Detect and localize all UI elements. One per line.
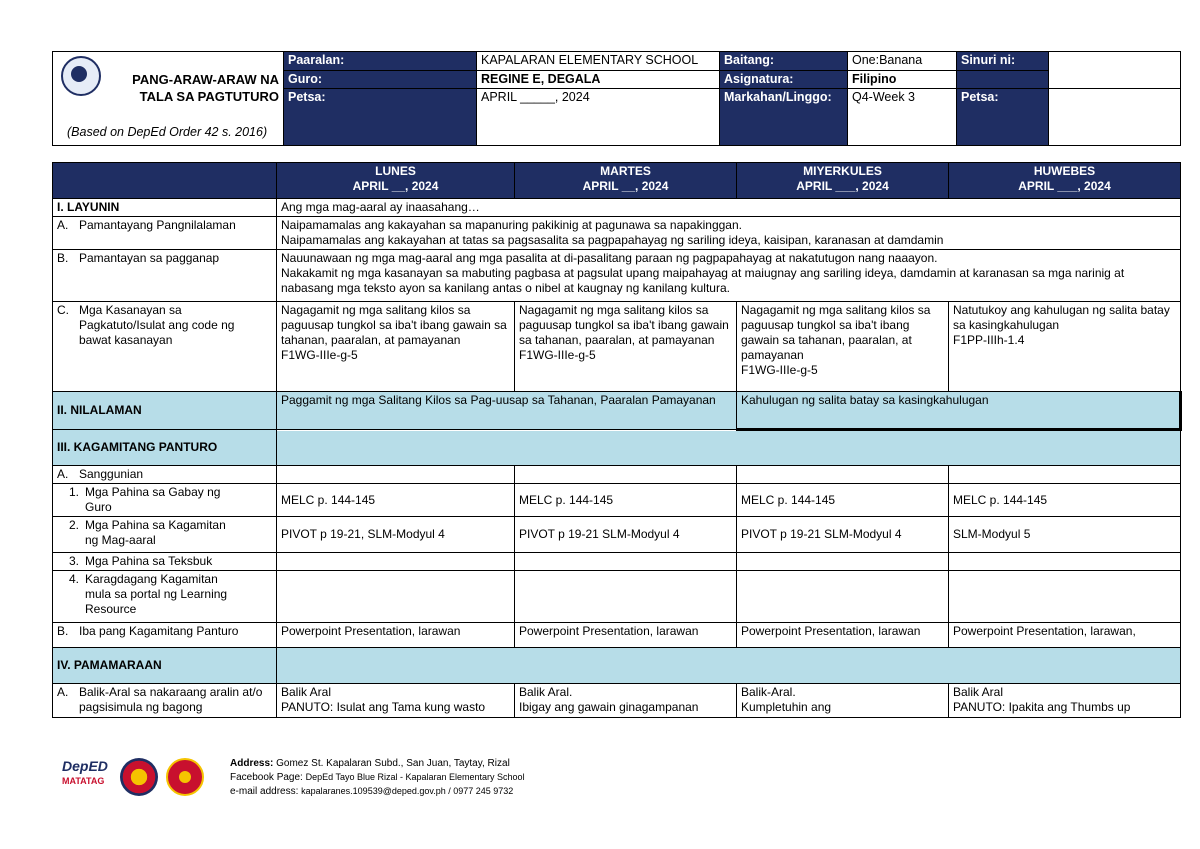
value-petsa2 <box>1049 89 1181 146</box>
header-title-line2: TALA SA PAGTUTURO <box>139 89 279 104</box>
corner-cell <box>53 163 277 199</box>
sanggunian-3-lunes <box>277 553 515 571</box>
sanggunian-2-miyerkules: PIVOT p 19-21 SLM-Modyul 4 <box>737 517 949 553</box>
layunin-c-miyerkules: Nagagamit ng mga salitang kilos sa paguusap tungkol sa iba't ibang gawain sa tahanan, paaralan, at pamayanan F1WG-IIIe-g-5 <box>737 302 949 392</box>
item-text: Pamantayang Pangnilalaman <box>79 218 236 232</box>
footer-facebook-line <box>230 772 525 783</box>
pamamaraan-a-lunes: Balik Aral PANUTO: Isulat ang Tama kung wasto <box>277 684 515 718</box>
footer-address-line <box>230 758 510 769</box>
sanggunian-2-lunes: PIVOT p 19-21, SLM-Modyul 4 <box>277 517 515 553</box>
day-header-lunes <box>277 163 515 199</box>
pamamaraan-a-label-cell <box>53 684 277 718</box>
label-petsa: Petsa: <box>284 89 477 146</box>
day-header-martes <box>515 163 737 199</box>
item-text: Mga Kasanayan sa Pagkatuto/Isulat ang code ng bawat kasanayan <box>79 303 235 347</box>
item-text: Iba pang Kagamitang Panturo <box>79 624 239 638</box>
layunin-c-lunes: Nagagamit ng mga salitang kilos sa paguusap tungkol sa iba't ibang gawain sa tahanan, paaralan, at pamayanan F1WG-IIIe-g-5 <box>277 302 515 392</box>
kagamitan-spacer <box>277 430 1181 466</box>
layunin-intro: Ang mga mag-aaral ay inaasahang… <box>277 199 1181 217</box>
item-letter: A. <box>57 218 69 232</box>
sanggunian-2-huwebes: SLM-Modyul 5 <box>949 517 1181 553</box>
sanggunian-2-martes: PIVOT p 19-21 SLM-Modyul 4 <box>515 517 737 553</box>
item-text: Karagdagang Kagamitan mula sa portal ng Learning Resource <box>85 572 228 616</box>
item-letter: B. <box>57 624 69 638</box>
sanggunian-4-miyerkules <box>737 571 949 623</box>
email-label: e-mail address: <box>230 786 299 797</box>
footer-email-line <box>230 786 513 797</box>
day-name: MARTES <box>600 164 651 178</box>
value-asignatura: Filipino <box>848 71 957 89</box>
section-title-text: IV. PAMAMARAAN <box>57 658 162 672</box>
label-paaralan: Paaralan: <box>284 52 477 71</box>
kagamitan-a-label-cell <box>53 466 277 484</box>
item-text: Mga Pahina sa Kagamitan ng Mag-aaral <box>85 518 226 547</box>
sanggunian-4-huwebes <box>949 571 1181 623</box>
header-based-on: (Based on DepEd Order 42 s. 2016) <box>67 125 268 139</box>
sinuri-spacer <box>957 71 1049 89</box>
sanggunian-item-4 <box>53 571 277 623</box>
deped-logo-text: DepED <box>62 758 108 774</box>
layunin-b-label-cell <box>53 250 277 302</box>
day-date: APRIL __, 2024 <box>582 179 669 193</box>
item-number: 3. <box>68 554 79 568</box>
label-markahan: Markahan/Linggo: <box>720 89 848 146</box>
header-title-line1: PANG-ARAW-ARAW NA <box>132 72 279 87</box>
section-title-text: II. NILALAMAN <box>57 403 142 417</box>
sanggunian-3-martes <box>515 553 737 571</box>
kagamitan-b-lunes: Powerpoint Presentation, larawan <box>277 623 515 648</box>
kagamitan-b-martes: Powerpoint Presentation, larawan <box>515 623 737 648</box>
item-letter: A. <box>57 467 69 481</box>
pamamaraan-a-martes: Balik Aral. Ibigay ang gawain ginagampanan <box>515 684 737 718</box>
layunin-b-content: Nauunawaan ng mga mag-aaral ang mga pasalita at di-pasalitang paraan ng pagpapahayag at nakatutugon nang naaayon. Nakakamit ng mga kasanayan sa mabuting pagbasa at pagsulat upang maipahayag at maiugnay ang sariling ideya, damdamin at karanasan sa mga narinig at nabasang mga teksto ayon sa kanilang antas o nibel at kaugnay ng kanilang kultura. <box>277 250 1181 302</box>
deped-seal-icon <box>61 56 101 96</box>
day-name: MIYERKULES <box>803 164 882 178</box>
sanggunian-3-huwebes <box>949 553 1181 571</box>
value-baitang: One:Banana <box>848 52 957 71</box>
item-text: Sanggunian <box>79 467 144 481</box>
value-guro: REGINE E, DEGALA <box>477 71 720 89</box>
day-header-huwebes <box>949 163 1181 199</box>
empty-cell <box>277 466 515 484</box>
section-kagamitan-title <box>53 430 277 466</box>
day-name: HUWEBES <box>1033 164 1096 178</box>
section-nilalaman-title <box>53 392 277 430</box>
label-guro: Guro: <box>284 71 477 89</box>
item-text: Balik-Aral sa nakaraang aralin at/o pagsisimula ng bagong <box>79 685 263 714</box>
sanggunian-1-martes: MELC p. 144-145 <box>515 484 737 517</box>
address-value: Gomez St. Kapalaran Subd., San Juan, Taytay, Rizal <box>276 758 510 769</box>
layunin-c-huwebes: Natutukoy ang kahulugan ng salita batay sa kasingkahulugan F1PP-IIIh-1.4 <box>949 302 1181 392</box>
layunin-a-content: Naipamamalas ang kakayahan sa mapanuring pakikinig at pagunawa sa napakinggan. Naipamamalas ang kakayahan at tatas sa pagsasalita sa pagpapahayag ng sariling ideya, kaisipan, karanasan at damdamin <box>277 217 1181 250</box>
pamamaraan-spacer <box>277 648 1181 684</box>
empty-cell <box>949 466 1181 484</box>
label-asignatura: Asignatura: <box>720 71 848 89</box>
label-baitang: Baitang: <box>720 52 848 71</box>
layunin-a-label-cell <box>53 217 277 250</box>
bagong-pilipinas-logo-icon <box>120 758 158 796</box>
label-sinuri: Sinuri ni: <box>957 52 1049 71</box>
value-paaralan: KAPALARAN ELEMENTARY SCHOOL <box>477 52 720 71</box>
day-header-miyerkules <box>737 163 949 199</box>
item-letter: B. <box>57 251 69 265</box>
section-title-text: III. KAGAMITANG PANTURO <box>57 440 218 454</box>
empty-cell <box>515 466 737 484</box>
item-text: Pamantayan sa pagganap <box>79 251 220 265</box>
layunin-c-martes: Nagagamit ng mga salitang kilos sa paguusap tungkol sa iba't ibang gawain sa tahanan, paaralan, at pamayanan F1WG-IIIe-g-5 <box>515 302 737 392</box>
day-date: APRIL ___, 2024 <box>796 179 889 193</box>
item-letter: A. <box>57 685 69 699</box>
facebook-value: DepEd Tayo Blue Rizal - Kapalaran Elementary School <box>305 772 525 782</box>
sanggunian-1-miyerkules: MELC p. 144-145 <box>737 484 949 517</box>
day-date: APRIL __, 2024 <box>352 179 439 193</box>
item-letter: C. <box>57 303 69 317</box>
value-petsa: APRIL _____, 2024 <box>477 89 720 146</box>
sanggunian-1-lunes: MELC p. 144-145 <box>277 484 515 517</box>
item-number: 2. <box>68 518 79 532</box>
item-text: Mga Pahina sa Teksbuk <box>85 554 213 568</box>
empty-cell <box>737 466 949 484</box>
sanggunian-3-miyerkules <box>737 553 949 571</box>
sanggunian-4-lunes <box>277 571 515 623</box>
item-number: 1. <box>68 485 79 499</box>
facebook-label: Facebook Page: <box>230 772 303 783</box>
school-seal-icon <box>166 758 204 796</box>
layunin-c-label-cell <box>53 302 277 392</box>
day-date: APRIL ___, 2024 <box>1018 179 1111 193</box>
matatag-logo-text: MATATAG <box>62 776 105 786</box>
header-block <box>52 51 1180 145</box>
kagamitan-b-label-cell <box>53 623 277 648</box>
nilalaman-right: Kahulugan ng salita batay sa kasingkahulugan <box>737 392 1181 430</box>
kagamitan-b-miyerkules: Powerpoint Presentation, larawan <box>737 623 949 648</box>
sanggunian-1-huwebes: MELC p. 144-145 <box>949 484 1181 517</box>
email-value: kapalaranes.109539@deped.gov.ph / 0977 245 9732 <box>301 786 514 796</box>
value-markahan: Q4-Week 3 <box>848 89 957 146</box>
section-layunin-title: I. LAYUNIN <box>53 199 277 217</box>
nilalaman-left: Paggamit ng mga Salitang Kilos sa Pag-uusap sa Tahanan, Paaralan Pamayanan <box>277 392 737 430</box>
sanggunian-item-3 <box>53 553 277 571</box>
pamamaraan-a-miyerkules: Balik-Aral. Kumpletuhin ang <box>737 684 949 718</box>
lesson-table <box>52 162 1180 718</box>
label-petsa2: Petsa: <box>957 89 1049 146</box>
value-sinuri <box>1049 52 1181 89</box>
item-number: 4. <box>68 572 79 586</box>
address-label: Address: <box>230 758 274 769</box>
sanggunian-item-2 <box>53 517 277 553</box>
sanggunian-item-1 <box>53 484 277 517</box>
item-text: Mga Pahina sa Gabay ng Guro <box>85 485 221 514</box>
pamamaraan-a-huwebes: Balik Aral PANUTO: Ipakita ang Thumbs up <box>949 684 1181 718</box>
section-pamamaraan-title <box>53 648 277 684</box>
day-name: LUNES <box>375 164 416 178</box>
deped-matatag-logo <box>62 758 112 802</box>
header-title-cell <box>53 52 284 146</box>
footer <box>62 756 622 806</box>
kagamitan-b-huwebes: Powerpoint Presentation, larawan, <box>949 623 1181 648</box>
sanggunian-4-martes <box>515 571 737 623</box>
